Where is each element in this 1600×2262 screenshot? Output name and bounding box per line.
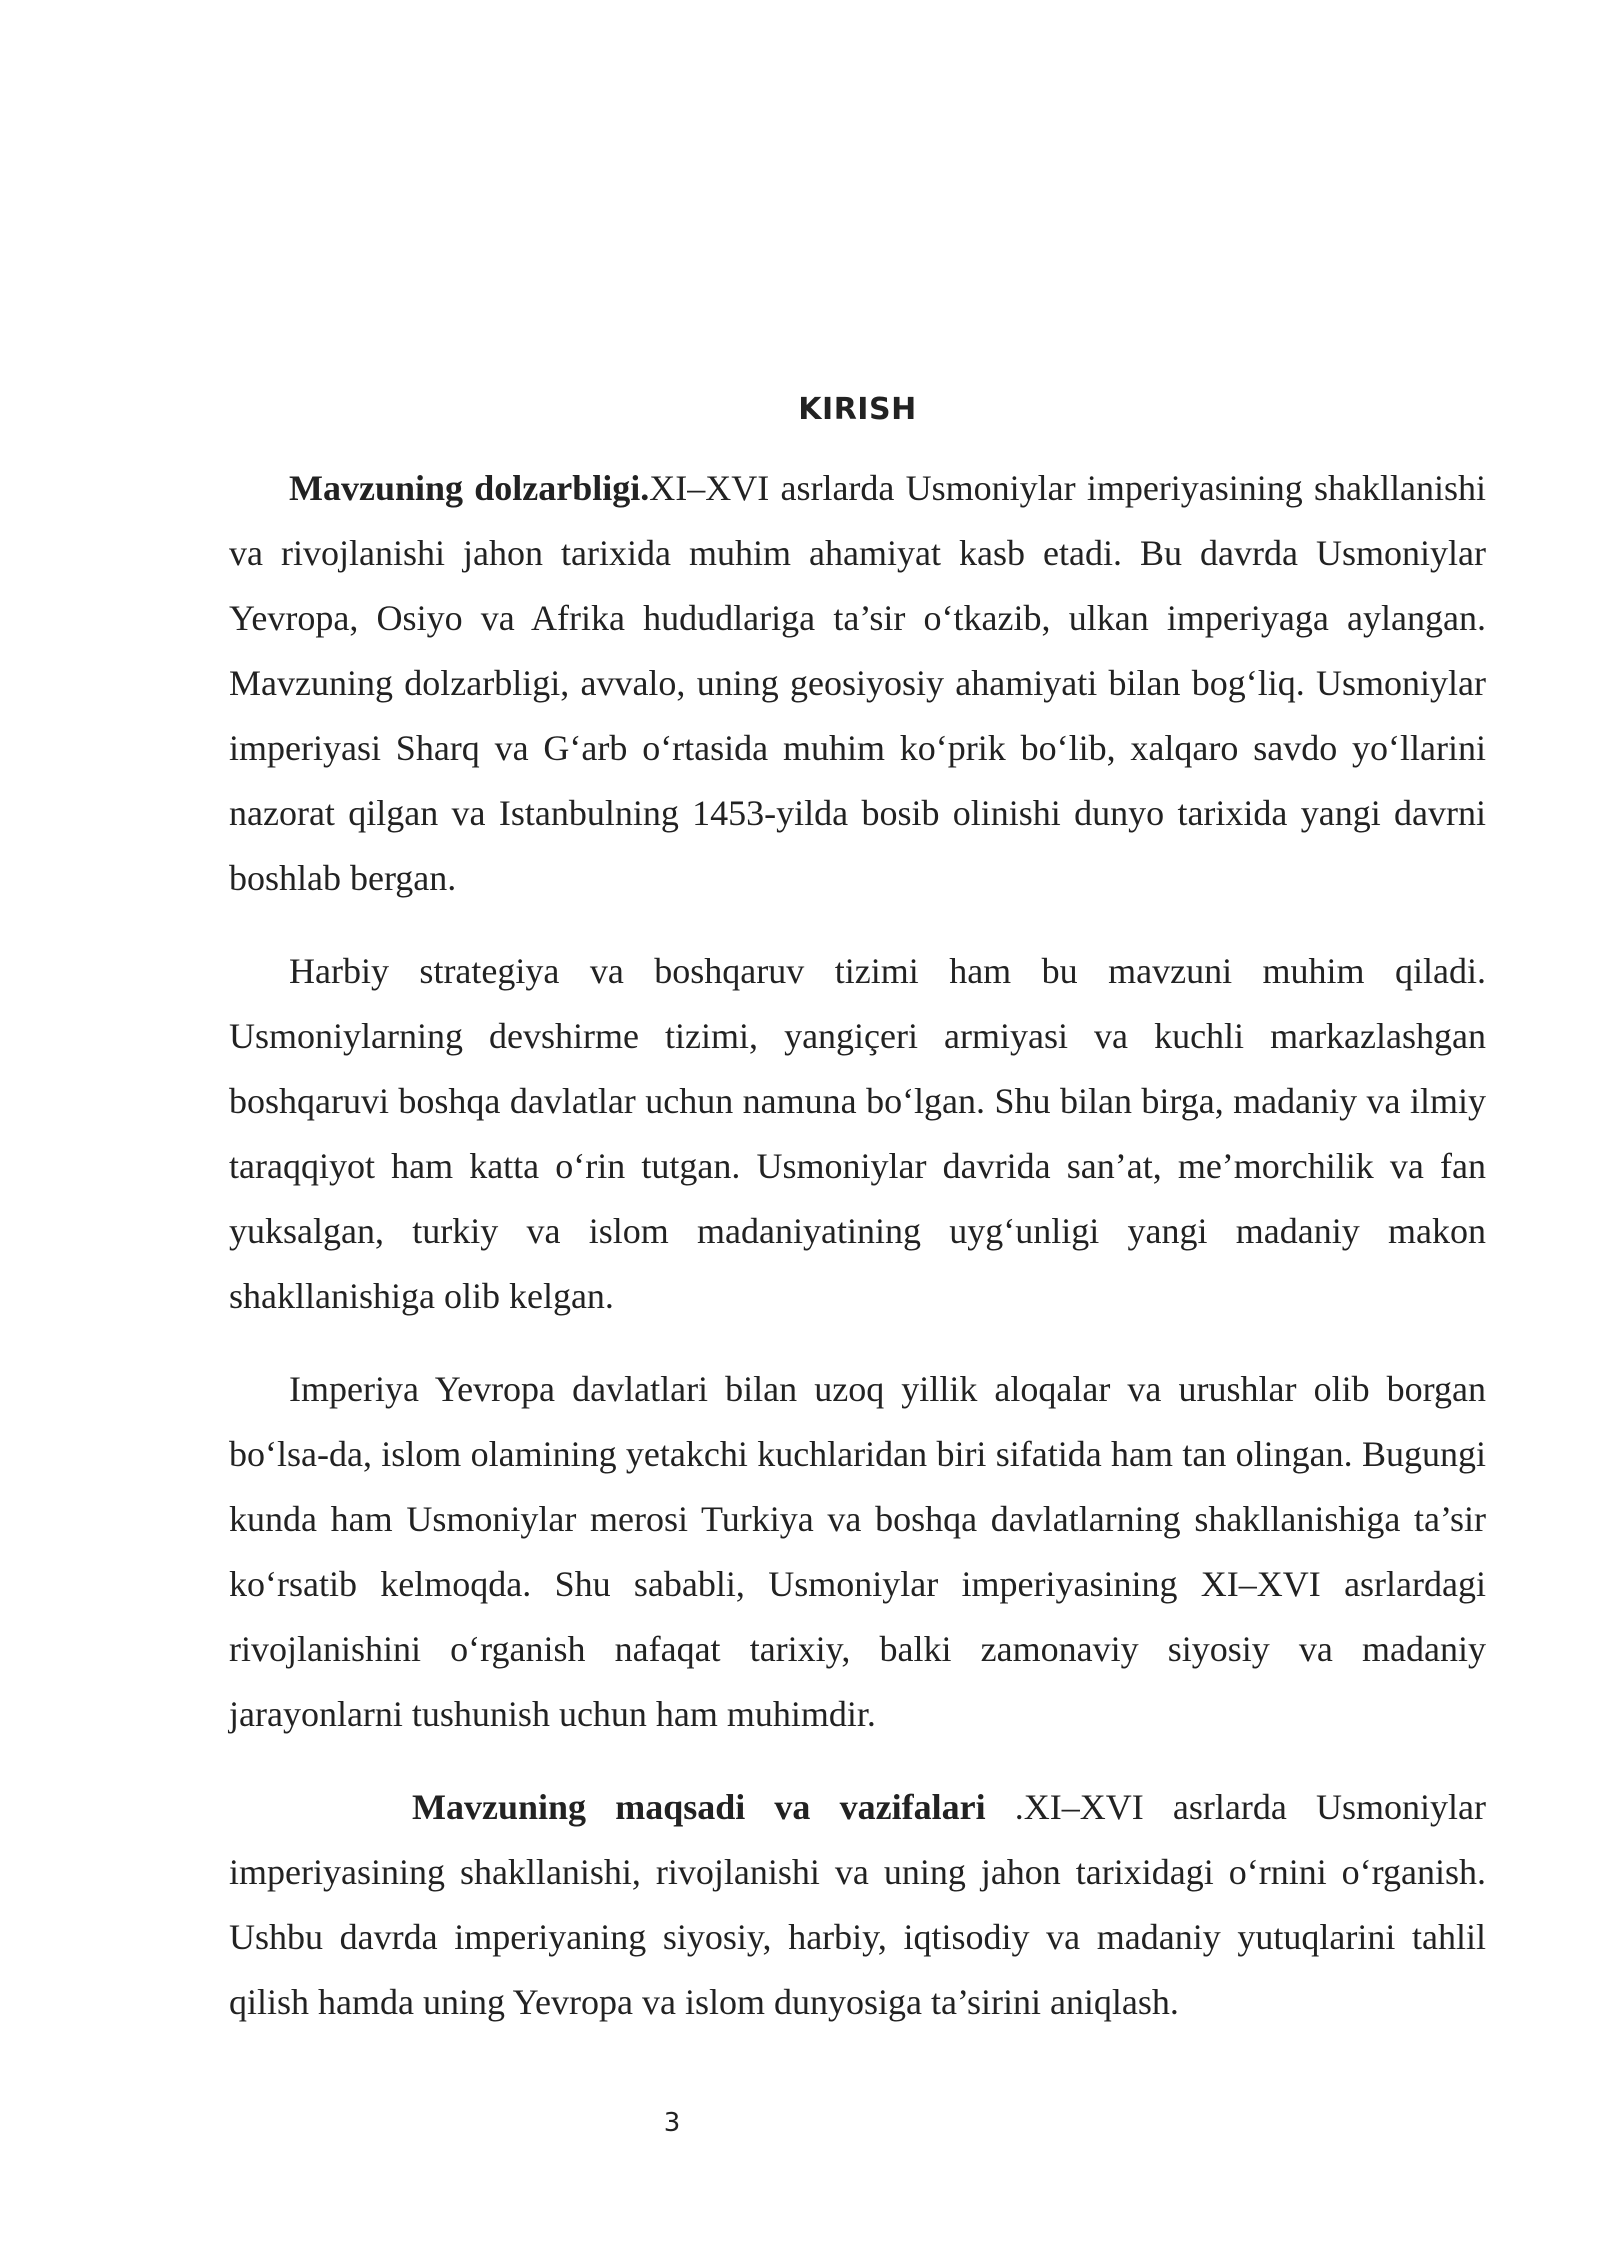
paragraph-europe-relations xyxy=(229,1357,1486,1747)
page-number: 3 xyxy=(663,2108,681,2138)
paragraph-text-europe-relations: Imperiya Yevropa davlatlari bilan uzoq yillik aloqalar va urushlar olib borgan bo‘lsa-da, islom olamining yetakchi kuchlaridan biri sifatida ham tan olingan. Bugungi kunda ham Usmoniylar merosi Turkiya va boshqa davlatlarning shakllanishiga ta’sir ko‘rsatib kelmoqda. Shu sababli, Usmoniylar imperiyasining XI–XVI asrlardagi rivojlanishini o‘rganish nafaqat tarixiy, balki zamonaviy siyosiy va madaniy jarayonlarni tushunish uchun ham muhimdir. xyxy=(229,1369,1486,1734)
section-heading: KIRISH xyxy=(798,392,917,427)
paragraph-text-goals: .XI–XVI asrlarda Usmoniylar imperiyasining shakllanishi, rivojlanishi va uning jahon tarixidagi o‘rnini o‘rganish. Ushbu davrda imperiyaning siyosiy, harbiy, iqtisodiy va madaniy yutuqlarini tahlil qilish hamda uning Yevropa va islom dunyosiga ta’sirini aniqlash. xyxy=(229,1787,1487,2022)
paragraph-text-relevance: XI–XVI asrlarda Usmoniylar imperiyasining shakllanishi va rivojlanishi jahon tarixida muhim ahamiyat kasb etadi. Bu davrda Usmoniylar Yevropa, Osiyo va Afrika hududlariga ta’sir o‘tkazib, ulkan imperiyaga aylangan. Mavzuning dolzarbligi, avvalo, uning geosiyosiy ahamiyati bilan bog‘liq. Usmoniylar imperiyasi Sharq va G‘arb o‘rtasida muhim ko‘prik bo‘lib, xalqaro savdo yo‘llarini nazorat qilgan va Istanbulning 1453-yilda bosib olinishi dunyo tarixida yangi davrni boshlab bergan. xyxy=(229,468,1487,898)
paragraph-lead-relevance: Mavzuning dolzarbligi. xyxy=(289,468,650,508)
paragraph-goals xyxy=(229,1775,1486,2035)
paragraph-military-strategy xyxy=(229,939,1486,1329)
paragraph-relevance xyxy=(229,456,1486,911)
paragraph-text-military-strategy: Harbiy strategiya va boshqaruv tizimi ham bu mavzuni muhim qiladi. Usmoniylarning devshirme tizimi, yangiçeri armiyasi va kuchli markazlashgan boshqaruvi boshqa davlatlar uchun namuna bo‘lgan. Shu bilan birga, madaniy va ilmiy taraqqiyot ham katta o‘rin tutgan. Usmoniylar davrida san’at, me’morchilik va fan yuksalgan, turkiy va islom madaniyatining uyg‘unligi yangi madaniy makon shakllanishiga olib kelgan. xyxy=(229,951,1486,1316)
document-page xyxy=(229,390,1486,2063)
paragraph-lead-goals: Mavzuning maqsadi va vazifalari xyxy=(412,1787,986,1827)
